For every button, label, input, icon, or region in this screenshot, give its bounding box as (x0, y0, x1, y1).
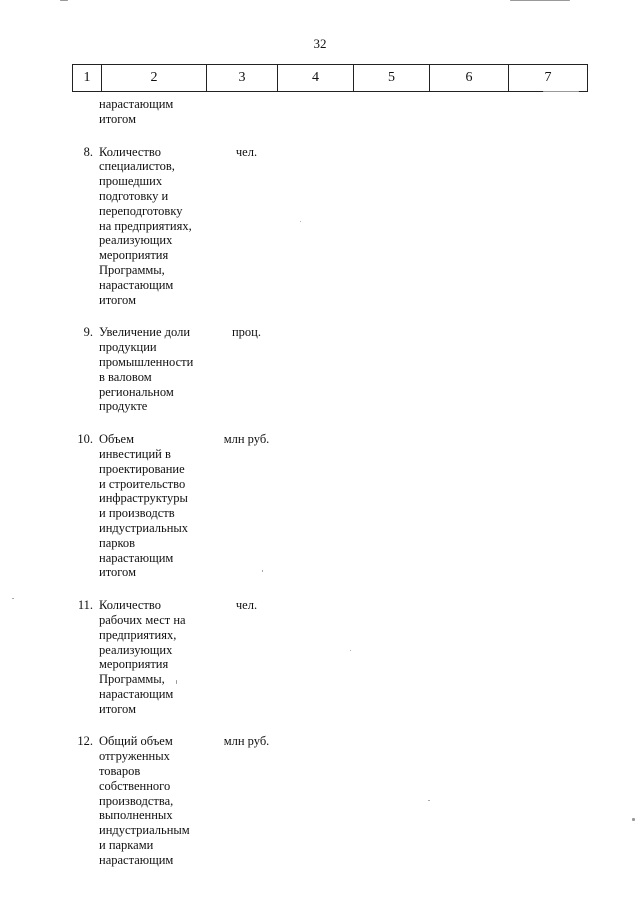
indicator-name: Общий объем отгруженных товаров собственного производства, выполненных индустриальным и парками нарастающим (99, 734, 190, 867)
indicator-name: Количество специалистов, прошедших подготовку и переподготовку на предприятиях, реализующих мероприятия Программы, нарастающим итогом (99, 144, 192, 307)
scan-speck (632, 818, 635, 821)
header-col-5: 5 (354, 65, 430, 92)
table-row (72, 145, 580, 308)
header-col-1: 1 (73, 65, 102, 92)
scan-speck (12, 598, 14, 599)
scan-speck (350, 650, 351, 651)
scan-speck (510, 0, 570, 1)
indicator-name: нарастающим итогом (99, 97, 174, 126)
scan-speck (428, 800, 430, 801)
header-row (73, 65, 588, 92)
header-col-7: 7 (509, 65, 588, 92)
indicator-name: Количество рабочих мест на предприятиях, реализующих мероприятия Программы, нарастающим итогом (99, 598, 186, 716)
page-number: 32 (313, 36, 327, 51)
unit-of-measure: чел. (235, 598, 258, 613)
indicator-name: Объем инвестиций в проектирование и строительство инфраструктуры и производств индустриальных парков нарастающим итогом (99, 432, 189, 580)
unit-of-measure: млн руб. (223, 432, 270, 447)
table-row (72, 734, 580, 867)
table-row (72, 598, 580, 716)
header-col-2: 2 (102, 65, 207, 92)
unit-of-measure (209, 97, 284, 127)
row-number: 9. (83, 325, 93, 340)
unit-of-measure: проц. (231, 325, 261, 340)
scan-speck (543, 91, 579, 92)
header-col-4: 4 (278, 65, 354, 92)
unit-of-measure: млн руб. (223, 734, 270, 749)
scan-speck (176, 680, 177, 684)
header-col-3: 3 (207, 65, 278, 92)
table-row (72, 432, 580, 580)
table-row (72, 325, 580, 414)
scan-speck (262, 570, 263, 572)
unit-of-measure: чел. (235, 144, 258, 159)
row-number: 11. (77, 598, 93, 613)
table-header (72, 64, 588, 92)
indicator-name: Увеличение доли продукции промышленности в валовом региональном продукте (99, 325, 194, 414)
table-row (72, 97, 580, 127)
scan-speck (300, 221, 301, 222)
scan-speck (60, 0, 68, 1)
row-number: 12. (77, 734, 93, 749)
row-number: 10. (77, 432, 93, 447)
row-number: 8. (83, 144, 93, 159)
header-col-6: 6 (430, 65, 509, 92)
indicator-rows (72, 97, 580, 886)
